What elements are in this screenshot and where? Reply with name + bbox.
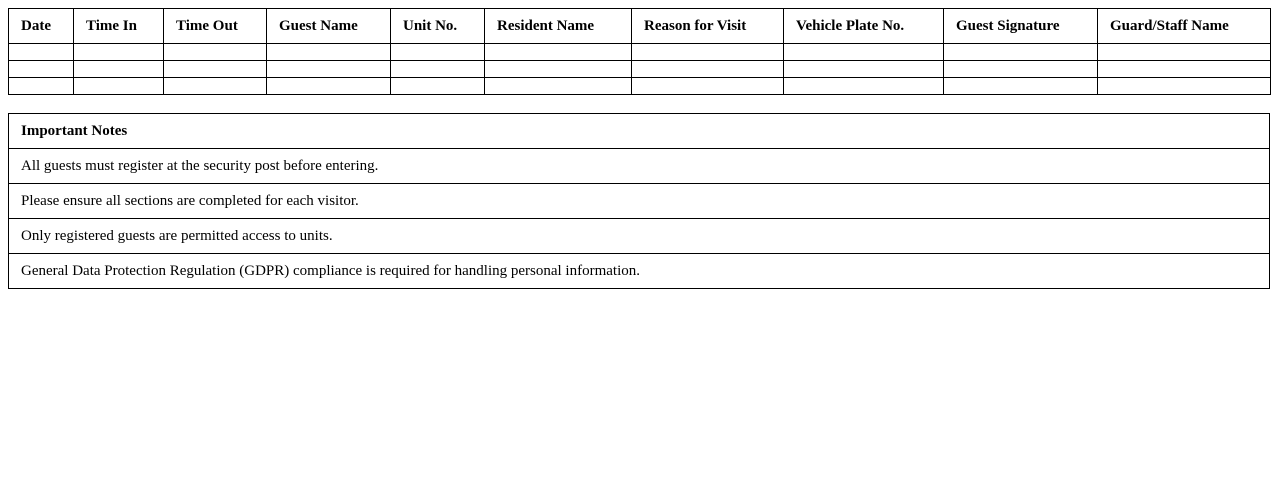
- table-cell[interactable]: [164, 61, 267, 78]
- table-cell[interactable]: [164, 44, 267, 61]
- note-item: All guests must register at the security post before entering.: [9, 149, 1270, 184]
- table-cell[interactable]: [74, 44, 164, 61]
- header-vehicle-plate-no: Vehicle Plate No.: [784, 9, 944, 44]
- table-header-row: [9, 9, 1271, 44]
- header-guard-staff-name: Guard/Staff Name: [1098, 9, 1271, 44]
- table-cell[interactable]: [391, 44, 485, 61]
- table-cell[interactable]: [267, 61, 391, 78]
- table-cell[interactable]: [1098, 78, 1271, 95]
- header-resident-name: Resident Name: [485, 9, 632, 44]
- table-row: [9, 61, 1271, 78]
- note-row: [9, 254, 1270, 289]
- header-time-out: Time Out: [164, 9, 267, 44]
- table-cell[interactable]: [1098, 61, 1271, 78]
- table-cell[interactable]: [485, 61, 632, 78]
- table-cell[interactable]: [632, 61, 784, 78]
- note-item: Please ensure all sections are completed for each visitor.: [9, 184, 1270, 219]
- table-cell[interactable]: [632, 44, 784, 61]
- table-row: [9, 44, 1271, 61]
- table-cell[interactable]: [74, 61, 164, 78]
- notes-heading: Important Notes: [9, 114, 1270, 149]
- table-cell[interactable]: [944, 44, 1098, 61]
- table-cell[interactable]: [391, 61, 485, 78]
- visitor-log-table: [8, 8, 1271, 95]
- table-cell[interactable]: [9, 61, 74, 78]
- note-item: Only registered guests are permitted access to units.: [9, 219, 1270, 254]
- header-date: Date: [9, 9, 74, 44]
- table-cell[interactable]: [485, 44, 632, 61]
- note-item: General Data Protection Regulation (GDPR) compliance is required for handling personal information.: [9, 254, 1270, 289]
- table-row: [9, 78, 1271, 95]
- table-cell[interactable]: [1098, 44, 1271, 61]
- note-row: [9, 149, 1270, 184]
- header-guest-name: Guest Name: [267, 9, 391, 44]
- table-cell[interactable]: [74, 78, 164, 95]
- table-cell[interactable]: [485, 78, 632, 95]
- table-cell[interactable]: [944, 78, 1098, 95]
- table-cell[interactable]: [391, 78, 485, 95]
- important-notes-table: [8, 113, 1270, 289]
- note-row: [9, 184, 1270, 219]
- header-reason-for-visit: Reason for Visit: [632, 9, 784, 44]
- header-time-in: Time In: [74, 9, 164, 44]
- table-cell[interactable]: [267, 78, 391, 95]
- table-cell[interactable]: [9, 78, 74, 95]
- table-cell[interactable]: [784, 61, 944, 78]
- header-guest-signature: Guest Signature: [944, 9, 1098, 44]
- table-cell[interactable]: [784, 78, 944, 95]
- table-cell[interactable]: [267, 44, 391, 61]
- notes-heading-row: [9, 114, 1270, 149]
- note-row: [9, 219, 1270, 254]
- header-unit-no: Unit No.: [391, 9, 485, 44]
- table-cell[interactable]: [9, 44, 74, 61]
- table-cell[interactable]: [632, 78, 784, 95]
- table-cell[interactable]: [784, 44, 944, 61]
- table-cell[interactable]: [944, 61, 1098, 78]
- table-cell[interactable]: [164, 78, 267, 95]
